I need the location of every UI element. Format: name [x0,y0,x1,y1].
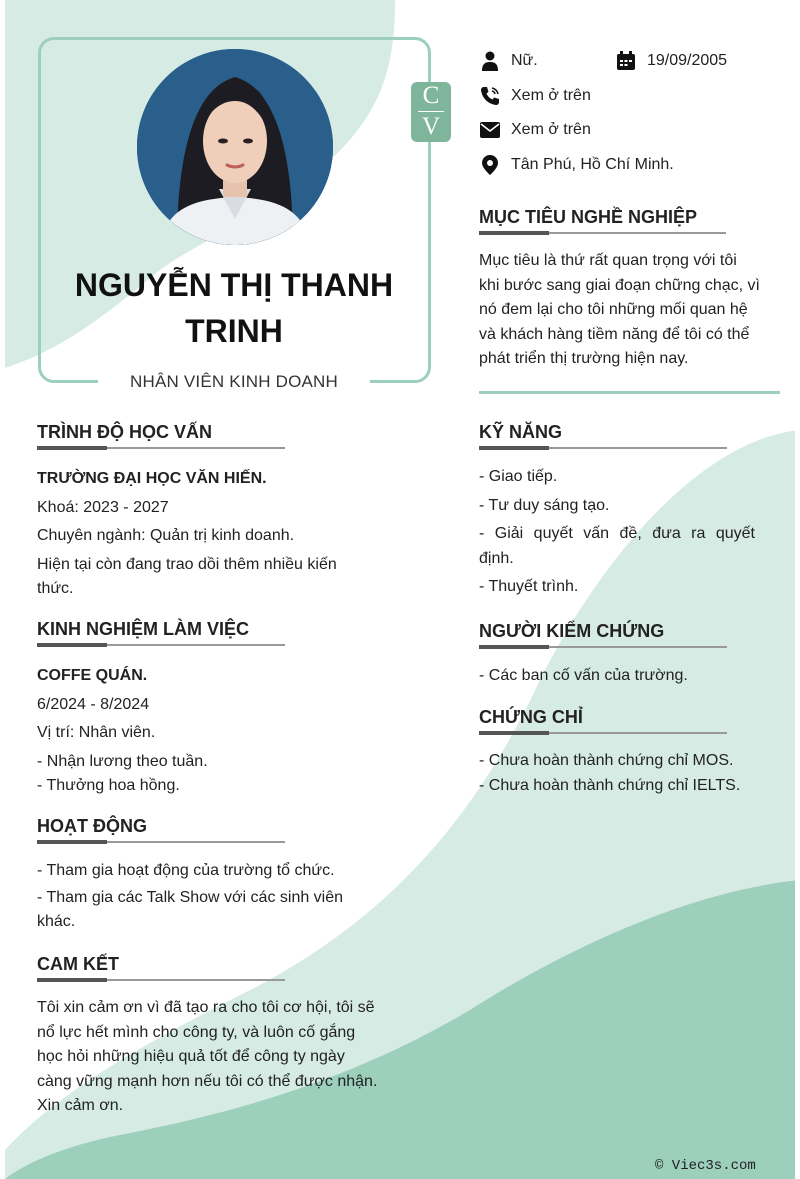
job-title: NHÂN VIÊN KINH DOANH [98,372,370,392]
experience-line: - Thưởng hoa hồng. [37,777,180,794]
experience-line: Vị trí: Nhân viên. [37,724,156,741]
references-title: NGƯỜI KIỂM CHỨNG [479,621,665,641]
certificate-line: - Chưa hoàn thành chứng chỉ IELTS. [479,776,741,794]
experience-text [37,664,377,799]
experience-line: - Nhận lương theo tuần. [37,752,208,770]
resume-page [5,0,795,1179]
skill-line: - Tư duy sáng tạo. [479,496,610,514]
activities-underline [37,840,285,844]
education-text [37,467,377,602]
education-line: Chuyên ngành: Quản trị kinh doanh. [37,527,295,544]
candidate-name [45,262,423,354]
cv-badge-divider [418,111,444,112]
birthdate-text: 19/09/2005 [647,52,728,69]
skill-line: định. [479,549,514,567]
experience-underline [37,643,285,647]
experience-title: KINH NGHIỆM LÀM VIỆC [37,619,250,639]
candidate-name-line1: NGUYỄN THỊ THANH [74,267,394,303]
education-title: TRÌNH ĐỘ HỌC VẤN [37,422,212,442]
cv-badge-letter-v: V [421,113,441,140]
contact-address [479,154,674,176]
commitment-underline [37,978,285,982]
skill-line: - Giải quyết vấn đề, đưa ra quyết [479,525,755,542]
objective-line: phát triển thị trường hiện nay. [479,350,689,367]
activity-line: khác. [37,913,76,930]
skills-text [479,465,755,600]
education-line: Hiện tại còn đang trao dồi thêm nhiều kiến [37,555,337,573]
certificates-title: CHỨNG CHỈ [479,707,583,727]
candidate-name-line2: TRINH [185,313,283,349]
cv-badge [411,82,451,142]
skills-underline [479,446,727,450]
education-line: thức. [37,580,74,597]
profile-photo [137,49,333,245]
activity-line: - Tham gia các Talk Show với các sinh viên [37,888,344,906]
education-underline [37,446,285,450]
commitment-line: nổ lực hết mình cho công ty, và luôn cố gắng [37,1023,356,1041]
objective-line: Mục tiêu là thứ rất quan trọng với tôi [479,252,737,269]
education-line: Khoá: 2023 - 2027 [37,498,169,516]
experience-line: 6/2024 - 8/2024 [37,695,150,713]
contact-birthdate [615,50,727,72]
address-text: Tân Phú, Hồ Chí Minh. [511,156,674,173]
calendar-icon [615,50,637,72]
school-name: TRƯỜNG ĐẠI HỌC VĂN HIẾN. [37,470,267,487]
objective-title: MỤC TIÊU NGHỀ NGHIỆP [479,207,698,227]
cv-badge-letter-c: C [422,82,440,109]
activities-text [37,859,377,935]
certificates-text [479,749,779,798]
contact-phone [479,85,591,107]
objective-text [479,249,764,372]
person-icon [479,50,501,72]
commitment-line: càng vững mạnh hơn nếu tôi có thể được nhận. [37,1072,378,1090]
gender-text: Nữ. [511,52,538,69]
commitment-text [37,996,417,1119]
reference-line: - Các ban cố vấn của trường. [479,667,688,684]
section-divider [479,391,780,394]
commitment-line: Xin cảm ơn. [37,1097,124,1114]
references-underline [479,645,727,649]
objective-line: và khách hàng tiềm năng để tôi có thể [479,325,750,343]
objective-line: nó đem lại cho tôi những mối quan hệ [479,301,748,318]
commitment-line: Tôi xin cảm ơn vì đã tạo ra cho tôi cơ hội, tôi sẽ [37,999,375,1016]
footer-credit: © Viec3s.com [655,1158,756,1174]
skill-line: - Giao tiếp. [479,468,558,485]
activity-line: - Tham gia hoạt động của trường tổ chức. [37,862,335,879]
objective-line: khi bước sang giai đoạn chững chạc, vì [479,276,760,294]
activities-title: HOẠT ĐỘNG [37,816,147,836]
phone-icon [479,85,501,107]
email-text: Xem ở trên [511,121,591,138]
skill-line: - Thuyết trình. [479,578,579,595]
certificate-line: - Chưa hoàn thành chứng chỉ MOS. [479,752,734,769]
commitment-line: học hỏi những hiệu quả tốt để công ty ngày [37,1048,345,1065]
certificates-underline [479,731,727,735]
skills-title: KỸ NĂNG [479,422,563,442]
commitment-title: CAM KẾT [37,954,119,974]
references-text [479,664,779,689]
company-name: COFFE QUÁN. [37,667,148,684]
envelope-icon [479,119,501,141]
contact-email [479,119,591,141]
location-pin-icon [479,154,501,176]
phone-text: Xem ở trên [511,87,591,104]
objective-underline [479,231,726,235]
contact-gender [479,50,538,72]
